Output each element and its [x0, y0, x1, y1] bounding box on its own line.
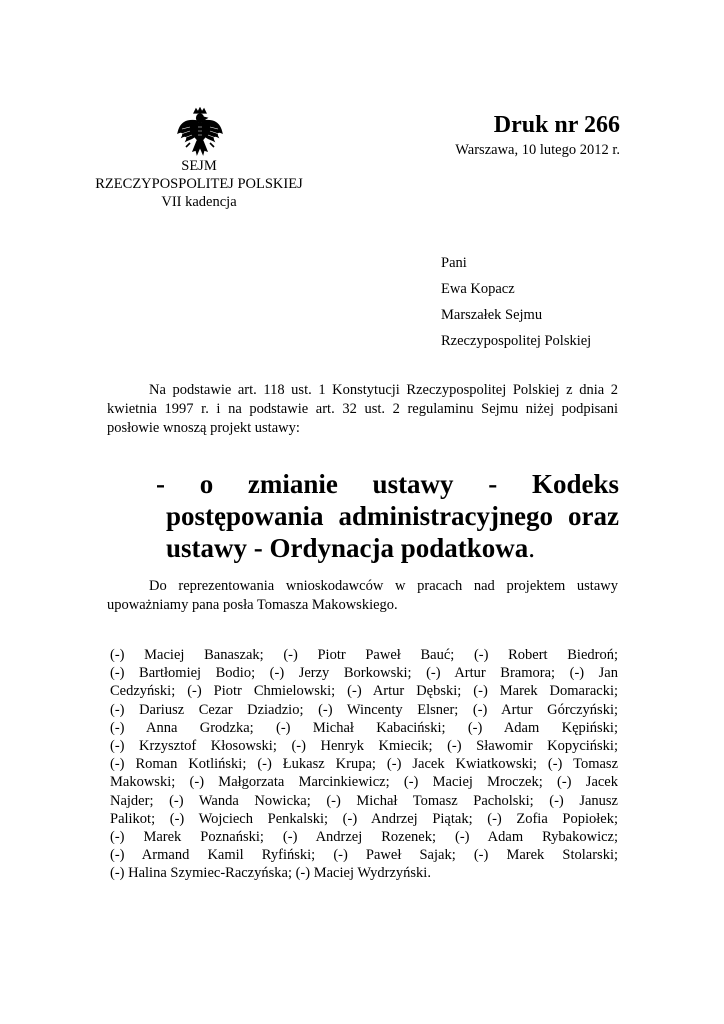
eagle-emblem-icon	[176, 107, 224, 157]
title-text: ustawy - Ordynacja podatkowa	[166, 533, 529, 563]
sejm-line: RZECZYPOSPOLITEJ POLSKIEJ	[95, 176, 303, 192]
title-word: -	[488, 469, 498, 499]
addressee-block	[441, 250, 591, 354]
signers-line: (-) Roman Kotliński; (-) Łukasz Krupa; (-) Jacek Kwiatkowski; (-) Tomasz	[110, 756, 618, 773]
addressee-line: Marszałek Sejmu	[441, 307, 543, 323]
sejm-line: SEJM	[181, 158, 217, 174]
addressee-line: Rzeczypospolitej Polskiej	[441, 333, 592, 349]
signers-line: (-) Krzysztof Kłosowski; (-) Henryk Kmiecik; (-) Sławomir Kopyciński;	[110, 737, 618, 754]
title-word: Kodeks	[531, 469, 619, 499]
intro-text: Na podstawie art. 118 ust. 1 Konstytucji Rzeczypospolitej Polskiej z dnia 2 kwietnia 1997 r. i na podstawie art. 32 ust. 2 regulaminu Sejmu niżej podpisani posłowie wnoszą projekt ustawy:	[107, 382, 618, 436]
signers-line: Najder; (-) Wanda Nowicka; (-) Michał Tomasz Pacholski; (-) Janusz	[110, 792, 618, 809]
bill-title-row: postępowania administracyjnego oraz	[166, 501, 619, 531]
representation-text: Do reprezentowania wnioskodawców w pracach nad projektem ustawy upoważniamy pana posła Tomasza Makowskiego.	[107, 578, 618, 613]
sejm-header	[68, 157, 330, 211]
signers-line: (-) Maciej Banaszak; (-) Piotr Paweł Bauć; (-) Robert Biedroń;	[110, 647, 618, 663]
title-word: -	[156, 469, 165, 499]
signers-line: (-) Halina Szymiec-Raczyńska; (-) Maciej Wydrzyński.	[110, 865, 431, 882]
signers-line: (-) Armand Kamil Ryfiński; (-) Paweł Sajak; (-) Marek Stolarski;	[110, 847, 618, 864]
signers-line: (-) Anna Grodzka; (-) Michał Kabaciński; (-) Adam Kępiński;	[110, 719, 618, 736]
bill-title	[156, 468, 619, 564]
signers-line: Palikot; (-) Wojciech Penkalski; (-) Andrzej Piątak; (-) Zofia Popiołek;	[110, 810, 618, 827]
title-word: zmianie	[247, 469, 338, 499]
addressee-line: Pani	[441, 255, 467, 271]
bill-title-row	[156, 468, 619, 500]
representation-paragraph	[107, 577, 618, 615]
druk-number: Druk nr 266	[493, 112, 620, 138]
bill-title-row	[156, 532, 619, 564]
signers-line: (-) Bartłomiej Bodio; (-) Jerzy Borkowski; (-) Artur Bramora; (-) Jan	[110, 665, 618, 682]
addressee-line: Ewa Kopacz	[441, 281, 515, 297]
signers-line: (-) Marek Poznański; (-) Andrzej Rozenek; (-) Adam Rybakowicz;	[110, 828, 618, 845]
title-period: .	[528, 533, 536, 563]
intro-paragraph	[107, 381, 618, 438]
title-word: ustawy	[372, 469, 454, 499]
title-word: o	[199, 469, 214, 499]
document-date: Warszawa, 10 lutego 2012 r.	[455, 142, 620, 158]
sejm-line: VII kadencja	[161, 194, 237, 210]
signers-line: Makowski; (-) Małgorzata Marcinkiewicz; (-) Maciej Mroczek; (-) Jacek	[110, 774, 618, 791]
signers-list	[110, 646, 618, 882]
signers-line: (-) Dariusz Cezar Dziadzio; (-) Wincenty Elsner; (-) Artur Górczyński;	[110, 701, 618, 718]
signers-line: Cedzyński; (-) Piotr Chmielowski; (-) Artur Dębski; (-) Marek Domaracki;	[110, 683, 618, 700]
